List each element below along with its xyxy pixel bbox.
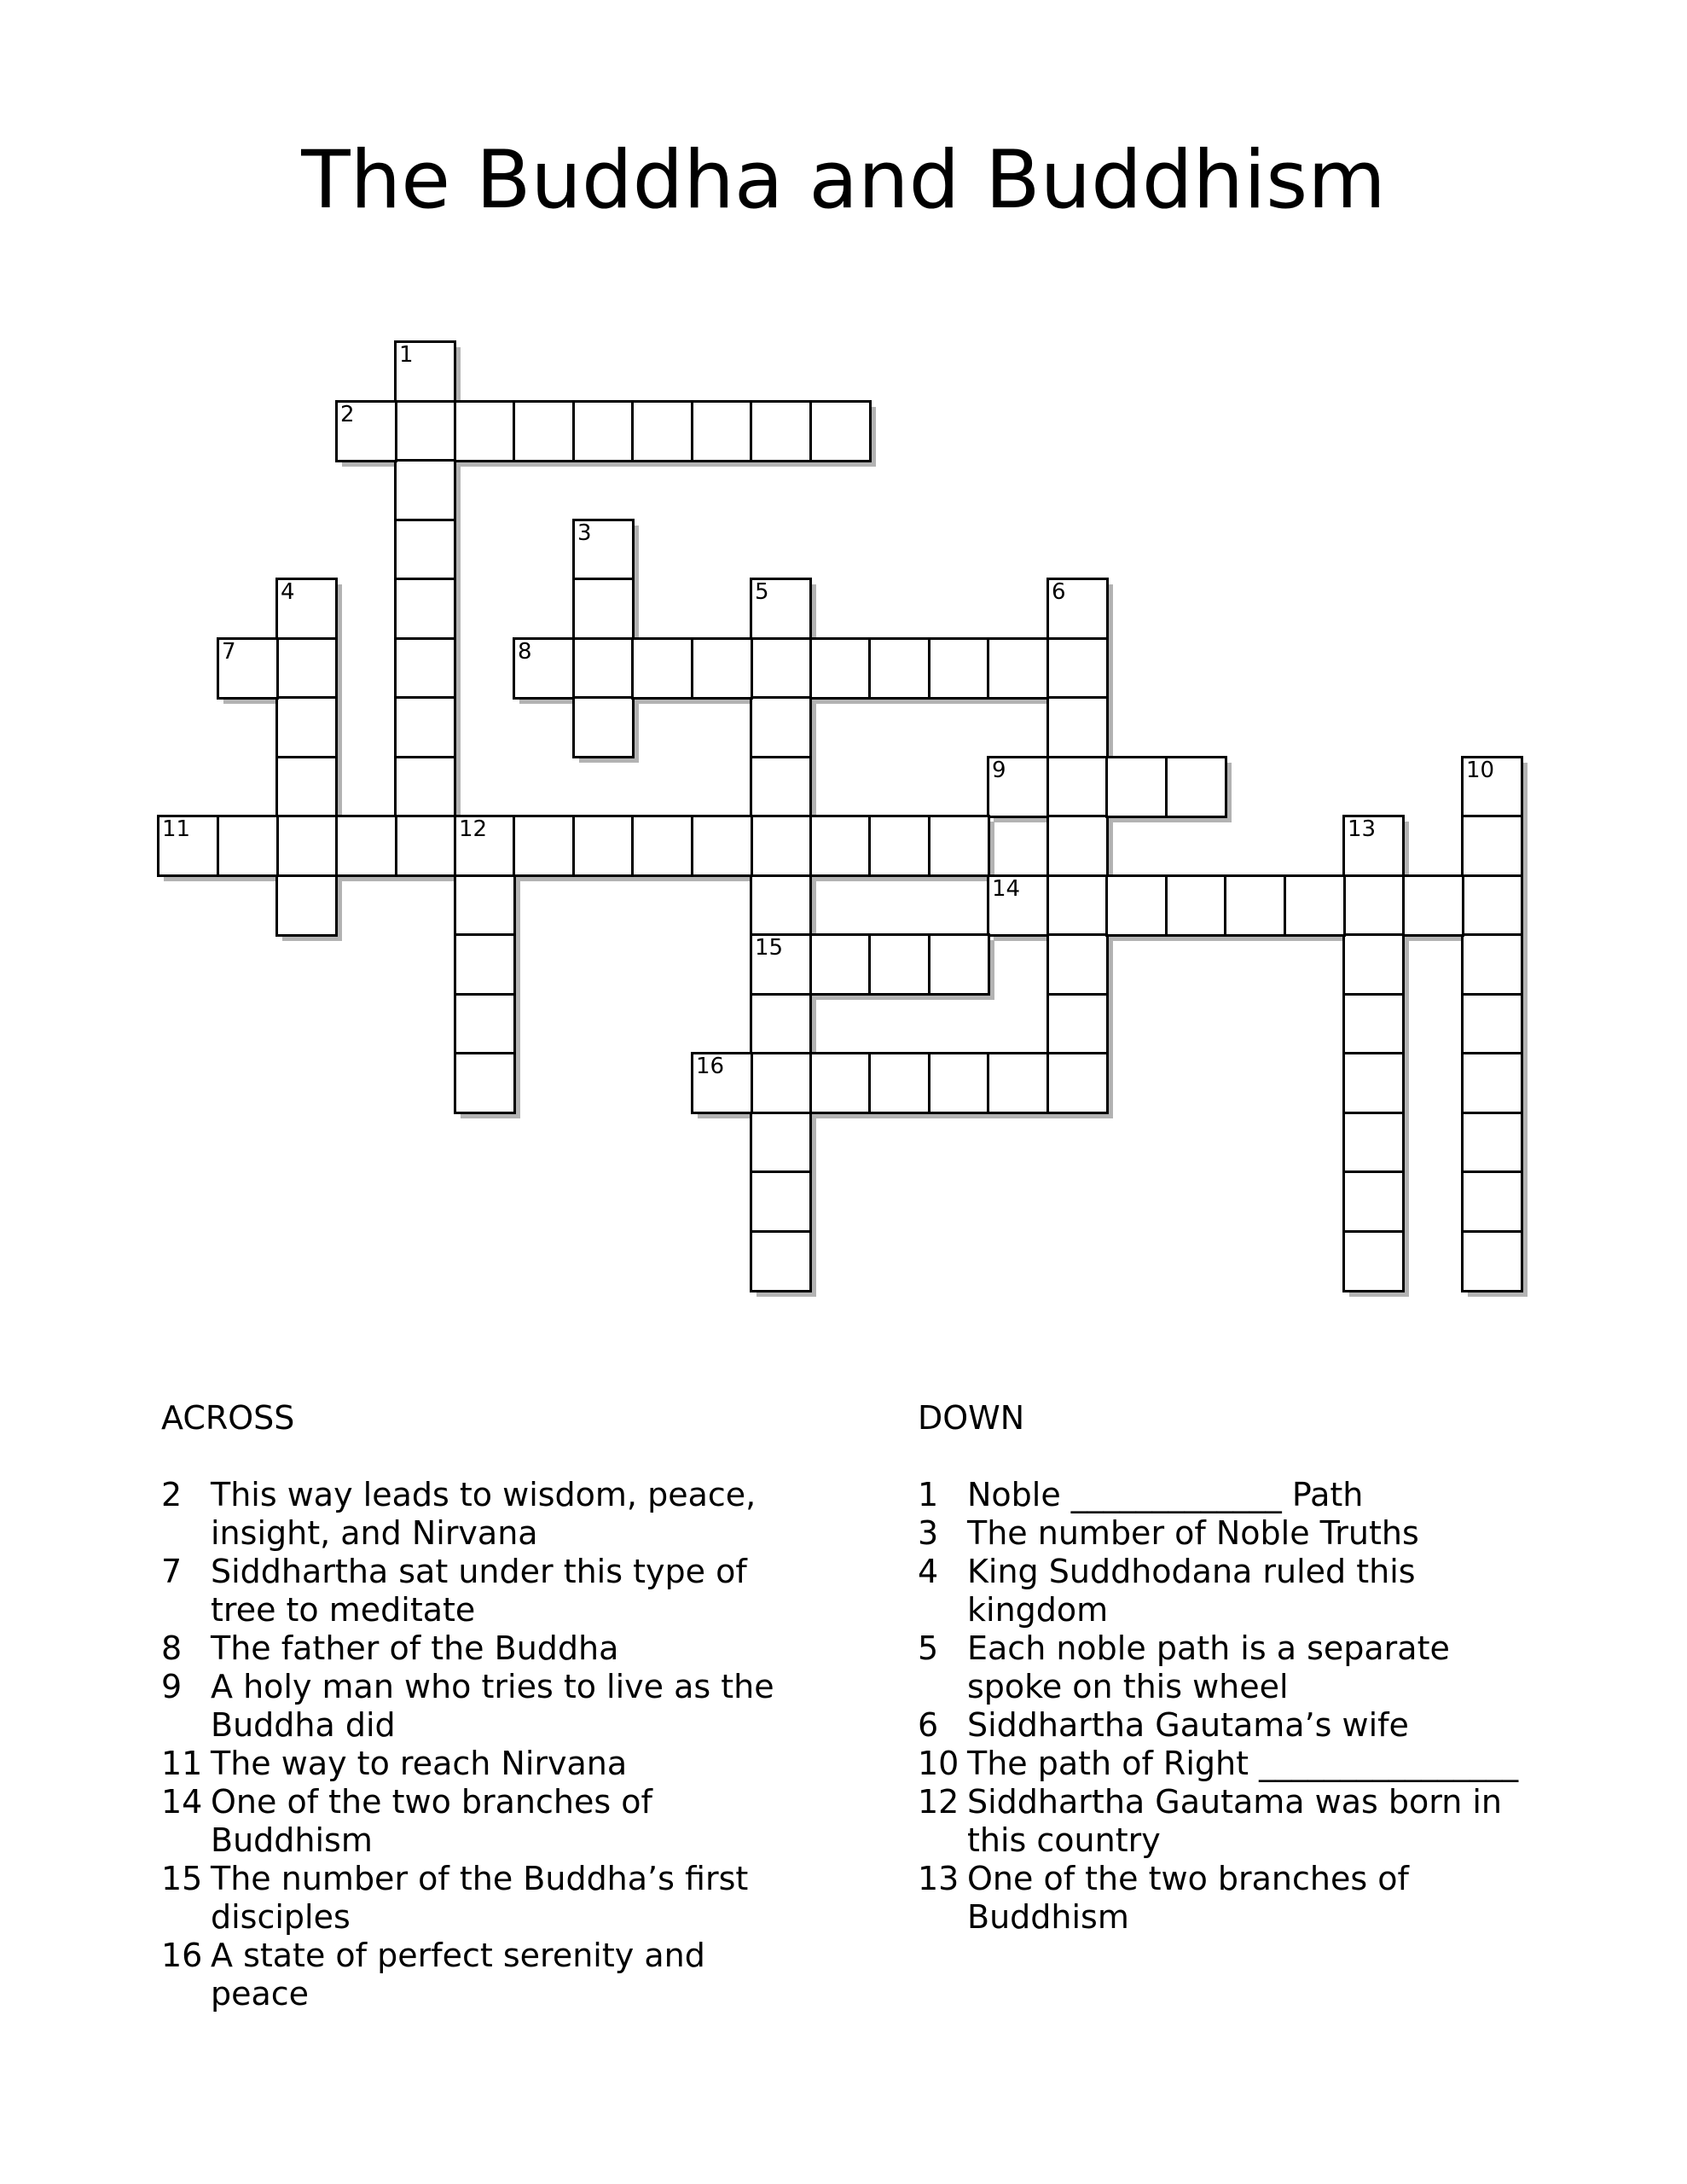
cell-number: 16	[696, 1054, 725, 1079]
cell-number: 14	[992, 876, 1021, 902]
clue-number: 3	[918, 1514, 939, 1552]
grid-cell[interactable]	[987, 637, 1049, 700]
cell-number: 8	[518, 639, 532, 665]
grid-cell[interactable]	[394, 696, 456, 758]
grid-cell[interactable]	[1461, 1112, 1523, 1174]
grid-cell[interactable]	[1342, 1230, 1405, 1292]
grid-cell[interactable]	[1342, 993, 1405, 1055]
clue-text: The number of the Buddha’s first disciples	[211, 1860, 749, 1936]
grid-cell[interactable]	[987, 874, 1049, 937]
grid-cell[interactable]	[275, 874, 338, 937]
grid-cell[interactable]	[394, 637, 456, 700]
clue-text: King Suddhodana ruled this kingdom	[967, 1553, 1416, 1629]
grid-cell[interactable]	[750, 815, 812, 877]
grid-cell[interactable]	[1105, 874, 1168, 937]
grid-cell[interactable]	[1461, 815, 1523, 877]
cell-number: 11	[162, 816, 191, 842]
down-clue	[918, 1706, 1532, 1745]
grid-cell[interactable]	[513, 400, 575, 462]
grid-cell[interactable]	[750, 933, 812, 996]
cell-number: 7	[222, 639, 236, 665]
clue-number: 5	[918, 1629, 939, 1667]
across-clue	[161, 1476, 775, 1553]
grid-cell[interactable]	[809, 400, 872, 462]
grid-cell[interactable]	[513, 815, 575, 877]
clue-text: Noble _____________ Path	[967, 1476, 1364, 1513]
grid-cell[interactable]	[1046, 578, 1109, 640]
grid-cell[interactable]	[454, 874, 516, 937]
grid-cell[interactable]	[1461, 1052, 1523, 1114]
down-clues	[918, 1399, 1532, 1937]
grid-cell[interactable]	[394, 459, 456, 521]
clue-text: Siddhartha Gautama was born in this country	[967, 1783, 1503, 1859]
clue-number: 15	[161, 1860, 203, 1897]
cell-number: 15	[755, 935, 784, 961]
clue-number: 1	[918, 1476, 939, 1513]
grid-cell[interactable]	[928, 815, 990, 877]
grid-cell[interactable]	[1165, 874, 1227, 937]
grid-cell[interactable]	[750, 874, 812, 937]
down-clue	[918, 1514, 1532, 1553]
grid-cell[interactable]	[1342, 1170, 1405, 1233]
grid-cell[interactable]	[1342, 933, 1405, 996]
across-clue	[161, 1553, 775, 1629]
grid-cell[interactable]	[1046, 874, 1109, 937]
grid-cell[interactable]	[217, 637, 279, 700]
grid-cell[interactable]	[809, 815, 872, 877]
down-clue	[918, 1860, 1532, 1937]
grid-cell[interactable]	[454, 993, 516, 1055]
cell-number: 12	[459, 816, 488, 842]
grid-cell[interactable]	[987, 1052, 1049, 1114]
grid-cell[interactable]	[750, 756, 812, 818]
grid-cell[interactable]	[1046, 637, 1109, 700]
across-clue	[161, 1668, 775, 1745]
clue-number: 12	[918, 1783, 959, 1821]
grid-cell[interactable]	[275, 815, 338, 877]
down-clue-list	[918, 1476, 1532, 1937]
grid-cell[interactable]	[1342, 874, 1405, 937]
grid-cell[interactable]	[809, 933, 872, 996]
cell-number: 13	[1348, 816, 1377, 842]
clue-text: The number of Noble Truths	[967, 1514, 1419, 1552]
clue-number: 13	[918, 1860, 959, 1897]
grid-cell[interactable]	[1461, 1170, 1523, 1233]
grid-cell[interactable]	[572, 519, 635, 581]
grid-cell[interactable]	[631, 400, 693, 462]
grid-cell[interactable]	[572, 400, 635, 462]
grid-cell[interactable]	[513, 637, 575, 700]
grid-cell[interactable]	[572, 696, 635, 758]
grid-cell[interactable]	[394, 400, 456, 462]
grid-cell[interactable]	[750, 400, 812, 462]
grid-cell[interactable]	[928, 637, 990, 700]
grid-cell[interactable]	[750, 1230, 812, 1292]
grid-cell[interactable]	[394, 340, 456, 403]
grid-cell[interactable]	[868, 1052, 930, 1114]
clue-text: The path of Right ________________	[967, 1745, 1519, 1782]
grid-cell[interactable]	[1046, 696, 1109, 758]
grid-cell[interactable]	[987, 756, 1049, 818]
grid-cell[interactable]	[1461, 874, 1523, 937]
grid-cell[interactable]	[572, 637, 635, 700]
grid-cell[interactable]	[394, 756, 456, 818]
across-clue	[161, 1860, 775, 1937]
grid-cell[interactable]	[1046, 1052, 1109, 1114]
grid-cell[interactable]	[217, 815, 279, 877]
clue-number: 8	[161, 1629, 183, 1667]
grid-cell[interactable]	[691, 815, 753, 877]
grid-cell[interactable]	[809, 637, 872, 700]
grid-cell[interactable]	[275, 637, 338, 700]
grid-cell[interactable]	[1342, 1112, 1405, 1174]
cell-number: 9	[992, 758, 1006, 783]
grid-cell[interactable]	[1224, 874, 1286, 937]
grid-cell[interactable]	[1046, 993, 1109, 1055]
clue-number: 9	[161, 1668, 183, 1705]
across-clue	[161, 1783, 775, 1860]
grid-cell[interactable]	[394, 519, 456, 581]
down-heading: DOWN	[918, 1399, 1025, 1437]
across-clue	[161, 1629, 775, 1668]
across-clue	[161, 1937, 775, 2013]
grid-cell[interactable]	[394, 578, 456, 640]
grid-cell[interactable]	[750, 993, 812, 1055]
clue-text: The way to reach Nirvana	[211, 1745, 628, 1782]
grid-cell[interactable]	[1461, 1230, 1523, 1292]
grid-cell[interactable]	[454, 815, 516, 877]
grid-cell[interactable]	[928, 1052, 990, 1114]
grid-cell[interactable]	[1284, 874, 1346, 937]
grid-cell[interactable]	[1342, 815, 1405, 877]
clue-text: One of the two branches of Buddhism	[211, 1783, 652, 1859]
grid-cell[interactable]	[631, 637, 693, 700]
down-clue	[918, 1629, 1532, 1706]
clue-number: 4	[918, 1553, 939, 1590]
grid-cell[interactable]	[1461, 756, 1523, 818]
grid-cell[interactable]	[1046, 815, 1109, 877]
grid-cell[interactable]	[868, 815, 930, 877]
grid-cell[interactable]	[454, 933, 516, 996]
grid-cell[interactable]	[750, 1170, 812, 1233]
grid-cell[interactable]	[809, 1052, 872, 1114]
cell-number: 3	[577, 520, 592, 546]
clue-text: A holy man who tries to live as the Buddha did	[211, 1668, 774, 1744]
across-clue-list	[161, 1476, 775, 2013]
grid-cell[interactable]	[1461, 933, 1523, 996]
grid-cell[interactable]	[275, 696, 338, 758]
puzzle-title: The Buddha and Buddhism	[301, 134, 1386, 227]
cell-number: 2	[340, 402, 355, 427]
grid-cell[interactable]	[631, 815, 693, 877]
grid-cell[interactable]	[691, 637, 753, 700]
down-clue	[918, 1553, 1532, 1629]
grid-cell[interactable]	[1342, 1052, 1405, 1114]
grid-cell[interactable]	[572, 815, 635, 877]
grid-cell[interactable]	[868, 637, 930, 700]
down-clue	[918, 1783, 1532, 1860]
grid-cell[interactable]	[1402, 874, 1464, 937]
cell-number: 5	[755, 579, 769, 605]
grid-cell[interactable]	[1046, 933, 1109, 996]
clue-number: 16	[161, 1937, 203, 1974]
grid-cell[interactable]	[394, 815, 456, 877]
grid-cell[interactable]	[275, 756, 338, 818]
clue-number: 2	[161, 1476, 183, 1513]
clue-text: One of the two branches of Buddhism	[967, 1860, 1409, 1936]
cell-number: 10	[1466, 758, 1495, 783]
cell-number: 4	[281, 579, 295, 605]
grid-cell[interactable]	[750, 578, 812, 640]
cell-number: 1	[399, 342, 414, 368]
cell-number: 6	[1052, 579, 1066, 605]
clue-number: 14	[161, 1783, 203, 1821]
grid-cell[interactable]	[335, 815, 397, 877]
clue-number: 11	[161, 1745, 203, 1782]
grid-cell[interactable]	[1165, 756, 1227, 818]
grid-cell[interactable]	[691, 1052, 753, 1114]
grid-cell[interactable]	[1105, 756, 1168, 818]
grid-cell[interactable]	[750, 696, 812, 758]
clue-text: Each noble path is a separate spoke on this wheel	[967, 1629, 1450, 1705]
grid-cell[interactable]	[750, 637, 812, 700]
clue-text: This way leads to wisdom, peace, insight, and Nirvana	[211, 1476, 757, 1552]
clue-text: A state of perfect serenity and peace	[211, 1937, 705, 2013]
grid-cell[interactable]	[572, 578, 635, 640]
grid-cell[interactable]	[868, 933, 930, 996]
down-clue	[918, 1476, 1532, 1514]
grid-cell[interactable]	[691, 400, 753, 462]
across-clue	[161, 1745, 775, 1783]
grid-cell[interactable]	[275, 578, 338, 640]
grid-cell[interactable]	[1461, 993, 1523, 1055]
grid-cell[interactable]	[335, 400, 397, 462]
clue-number: 6	[918, 1706, 939, 1744]
grid-cell[interactable]	[454, 1052, 516, 1114]
grid-cell[interactable]	[1046, 756, 1109, 818]
across-heading: ACROSS	[161, 1399, 295, 1437]
clue-text: Siddhartha sat under this type of tree to meditate	[211, 1553, 747, 1629]
clue-number: 7	[161, 1553, 183, 1590]
grid-cell[interactable]	[750, 1112, 812, 1174]
grid-cell[interactable]	[454, 400, 516, 462]
grid-cell[interactable]	[157, 815, 219, 877]
clue-text: Siddhartha Gautama’s wife	[967, 1706, 1409, 1744]
clue-number: 10	[918, 1745, 959, 1782]
down-clue	[918, 1745, 1532, 1783]
grid-cell[interactable]	[928, 933, 990, 996]
grid-cell[interactable]	[750, 1052, 812, 1114]
across-clues	[161, 1399, 775, 2013]
clue-text: The father of the Buddha	[211, 1629, 619, 1667]
